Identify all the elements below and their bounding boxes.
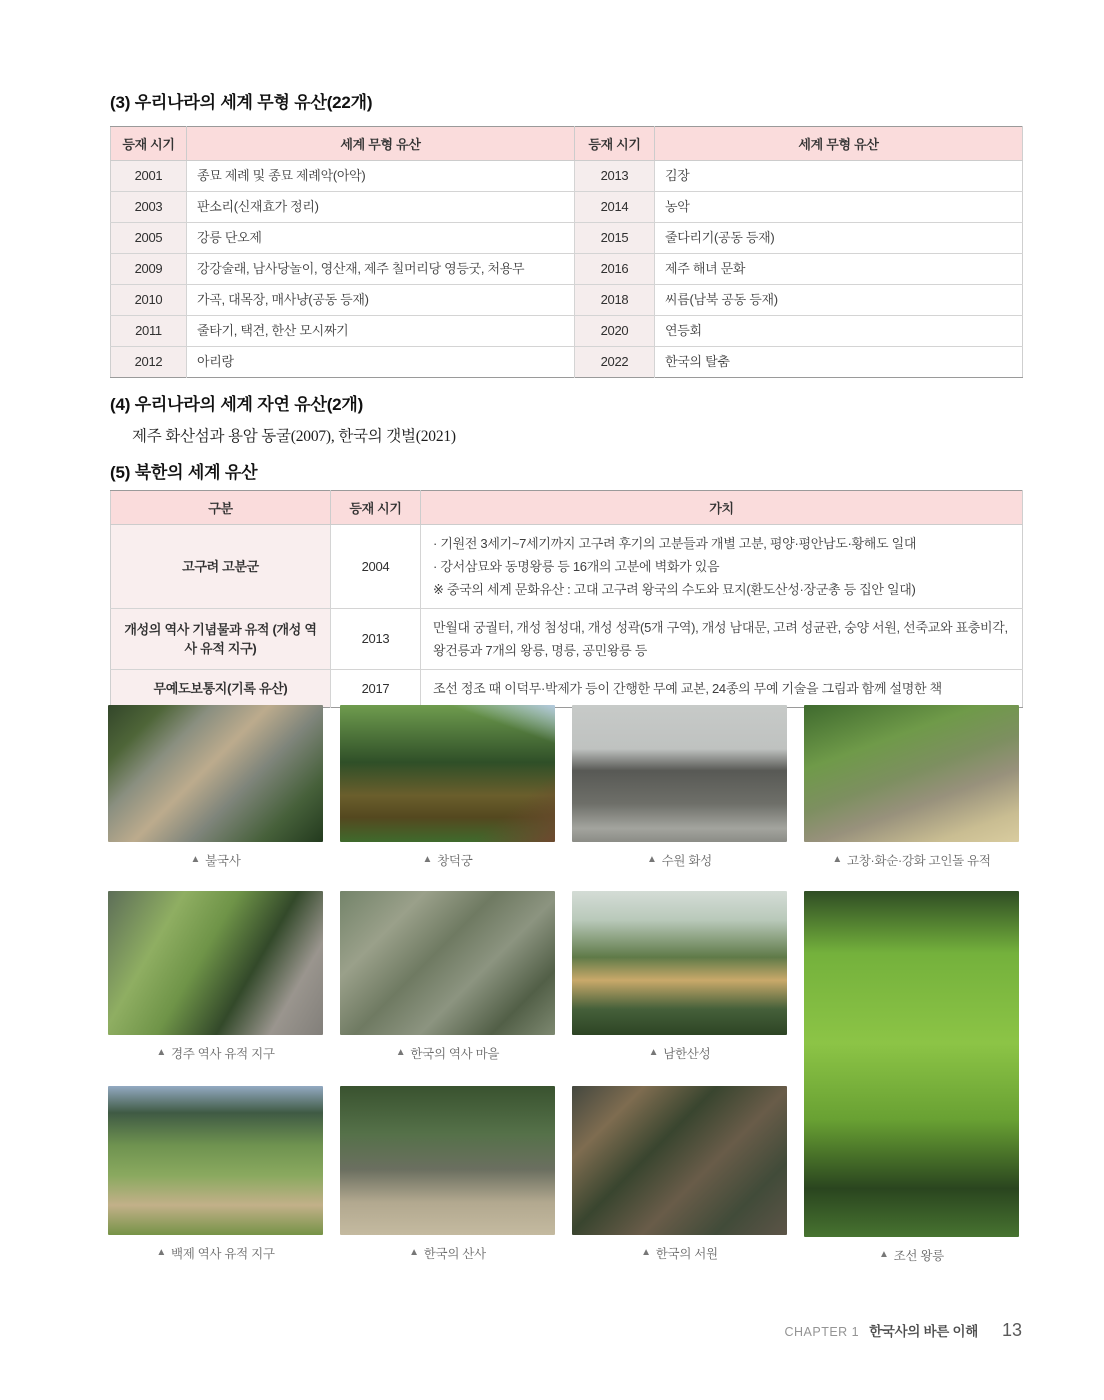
year-cell: 2004	[331, 525, 421, 609]
category-cell: 고구려 고분군	[111, 525, 331, 609]
heritage-cell: 강강술래, 남사당놀이, 영산재, 제주 칠머리당 영등굿, 처용무	[187, 254, 575, 285]
heritage-cell: 판소리(신재효가 정리)	[187, 192, 575, 223]
photo-joseon-royal-tombs	[804, 891, 1019, 1237]
heritage-cell: 김장	[655, 161, 1023, 192]
north-korea-heritage-table	[110, 490, 1023, 708]
caption-text: 경주 역사 유적 지구	[170, 1047, 275, 1061]
caption-text: 한국의 역사 마을	[410, 1047, 500, 1061]
year-cell: 2001	[111, 161, 187, 192]
table-row	[111, 525, 1023, 609]
year-cell: 2005	[111, 223, 187, 254]
section5-heading: (5) 북한의 세계 유산	[110, 463, 258, 482]
heritage-cell: 가곡, 대목장, 매사냥(공동 등재)	[187, 285, 575, 316]
heritage-cell: 농악	[655, 192, 1023, 223]
page-footer	[784, 1320, 1022, 1341]
table-row	[111, 254, 1023, 285]
section4-body: 제주 화산섬과 용암 동굴(2007), 한국의 갯벌(2021)	[132, 428, 456, 445]
column-header: 세계 무형 유산	[187, 127, 575, 161]
column-header: 등재 시기	[575, 127, 655, 161]
year-cell: 2018	[575, 285, 655, 316]
photo-figure	[572, 705, 787, 869]
photo-caption	[649, 1044, 711, 1062]
photo-caption	[156, 1244, 274, 1262]
caption-text: 창덕궁	[437, 854, 473, 868]
year-cell: 2022	[575, 347, 655, 378]
photo-historic-villages	[340, 891, 555, 1035]
photo-figure	[572, 891, 787, 1064]
section4-heading: (4) 우리나라의 세계 자연 유산(2개)	[110, 395, 364, 414]
year-cell: 2015	[575, 223, 655, 254]
page-number: 13	[1001, 1320, 1022, 1340]
value-line: · 강서삼묘와 동명왕릉 등 16개의 고분에 벽화가 있음	[433, 559, 720, 574]
photo-suwon-hwaseong	[572, 705, 787, 842]
table-row	[111, 223, 1023, 254]
photo-gyeongju-historic-area	[108, 891, 323, 1035]
caption-text: 불국사	[205, 854, 241, 868]
photo-figure	[572, 1086, 787, 1264]
caption-text: 한국의 서원	[655, 1247, 718, 1261]
year-cell: 2013	[575, 161, 655, 192]
photo-caption	[396, 1044, 499, 1062]
triangle-marker-icon: ▲	[648, 1047, 659, 1058]
photo-figure	[108, 705, 323, 869]
triangle-marker-icon: ▲	[641, 1247, 651, 1258]
section3-heading: (3) 우리나라의 세계 무형 유산(22개)	[110, 93, 373, 112]
category-cell: 무예도보통지(기록 유산)	[111, 670, 331, 708]
table-header-row	[111, 491, 1023, 525]
year-cell: 2010	[111, 285, 187, 316]
photo-dolmen-sites	[804, 705, 1019, 842]
triangle-marker-icon: ▲	[156, 1247, 166, 1258]
heritage-cell: 줄타기, 택견, 한산 모시짜기	[187, 316, 575, 347]
year-cell: 2017	[331, 670, 421, 708]
photo-figure	[340, 891, 555, 1064]
photo-figure	[108, 1086, 323, 1264]
chapter-label: CHAPTER 1	[784, 1325, 860, 1339]
photo-figure	[108, 891, 323, 1064]
caption-text: 남한산성	[663, 1047, 711, 1061]
heritage-cell: 씨름(남북 공동 등재)	[655, 285, 1023, 316]
table-row	[111, 316, 1023, 347]
table-row	[111, 347, 1023, 378]
intangible-heritage-table	[110, 126, 1023, 378]
photo-figure	[804, 705, 1019, 869]
category-cell	[111, 609, 331, 670]
value-cell: 만월대 궁궐터, 개성 첨성대, 개성 성곽(5개 구역), 개성 남대문, 고려 성균관, 숭양 서원, 선죽교와 표충비각, 왕건릉과 7개의 왕릉, 명릉, 공민왕릉 등	[421, 609, 1023, 670]
caption-text: 수원 화성	[661, 854, 712, 868]
photo-caption	[156, 1044, 274, 1062]
caption-text: 한국의 산사	[423, 1247, 486, 1261]
year-cell: 2020	[575, 316, 655, 347]
heritage-cell: 줄다리기(공동 등재)	[655, 223, 1023, 254]
photo-bulguksa	[108, 705, 323, 842]
column-header: 등재 시기	[331, 491, 421, 525]
photo-seowon-academies	[572, 1086, 787, 1235]
photo-caption	[647, 851, 712, 869]
column-header: 등재 시기	[111, 127, 187, 161]
photo-figure	[804, 891, 1019, 1264]
column-header: 가치	[421, 491, 1023, 525]
heritage-cell: 강릉 단오제	[187, 223, 575, 254]
value-cell	[421, 525, 1023, 609]
caption-text: 조선 왕릉	[893, 1249, 944, 1263]
column-header: 세계 무형 유산	[655, 127, 1023, 161]
table-row	[111, 609, 1023, 670]
year-cell: 2014	[575, 192, 655, 223]
photo-caption	[191, 851, 241, 869]
triangle-marker-icon: ▲	[395, 1047, 406, 1058]
year-cell: 2009	[111, 254, 187, 285]
photo-figure	[340, 705, 555, 869]
table-row	[111, 161, 1023, 192]
photo-caption	[409, 1244, 486, 1262]
heritage-photo-grid	[108, 705, 1019, 1264]
value-line: · 기원전 3세기~7세기까지 고구려 후기의 고분들과 개별 고분, 평양·평안남도·황해도 일대	[433, 536, 917, 551]
photo-caption	[832, 851, 990, 869]
triangle-marker-icon: ▲	[409, 1247, 419, 1258]
photo-baekje-historic-area	[108, 1086, 323, 1235]
table-row	[111, 192, 1023, 223]
heritage-cell: 아리랑	[187, 347, 575, 378]
photo-sansa-mountain-monasteries	[340, 1086, 555, 1235]
triangle-marker-icon: ▲	[647, 854, 657, 865]
triangle-marker-icon: ▲	[156, 1047, 166, 1058]
photo-caption	[641, 1244, 718, 1262]
triangle-marker-icon: ▲	[422, 854, 433, 865]
photo-namhansanseong	[572, 891, 787, 1035]
year-cell: 2013	[331, 609, 421, 670]
chapter-title: 한국사의 바른 이해	[869, 1324, 978, 1339]
heritage-cell: 제주 해녀 문화	[655, 254, 1023, 285]
year-cell: 2011	[111, 316, 187, 347]
value-cell: 조선 정조 때 이덕무·박제가 등이 간행한 무예 교본, 24종의 무예 기술을 그림과 함께 설명한 책	[421, 670, 1023, 708]
triangle-marker-icon: ▲	[879, 1249, 889, 1260]
caption-text: 고창·화순·강화 고인돌 유적	[847, 854, 991, 868]
heritage-cell: 한국의 탈춤	[655, 347, 1023, 378]
heritage-cell: 종묘 제례 및 종묘 제례악(아악)	[187, 161, 575, 192]
photo-caption	[423, 851, 473, 869]
heritage-cell: 연등회	[655, 316, 1023, 347]
table-header-row	[111, 127, 1023, 161]
year-cell: 2012	[111, 347, 187, 378]
year-cell: 2003	[111, 192, 187, 223]
photo-figure	[340, 1086, 555, 1264]
value-line: ※ 중국의 세계 문화유산 : 고대 고구려 왕국의 수도와 묘지(환도산성·장군총 등 집안 일대)	[433, 582, 916, 597]
caption-text: 백제 역사 유적 지구	[170, 1247, 275, 1261]
triangle-marker-icon: ▲	[832, 854, 842, 865]
year-cell: 2016	[575, 254, 655, 285]
column-header: 구분	[111, 491, 331, 525]
table-row	[111, 670, 1023, 708]
triangle-marker-icon: ▲	[190, 854, 201, 865]
category-line: 개성의 역사 기념물과 유적	[124, 622, 270, 637]
photo-changdeokgung	[340, 705, 555, 842]
table-row	[111, 285, 1023, 316]
category-line: (개성 역사 유적 지구)	[184, 622, 317, 656]
photo-caption	[879, 1246, 944, 1264]
